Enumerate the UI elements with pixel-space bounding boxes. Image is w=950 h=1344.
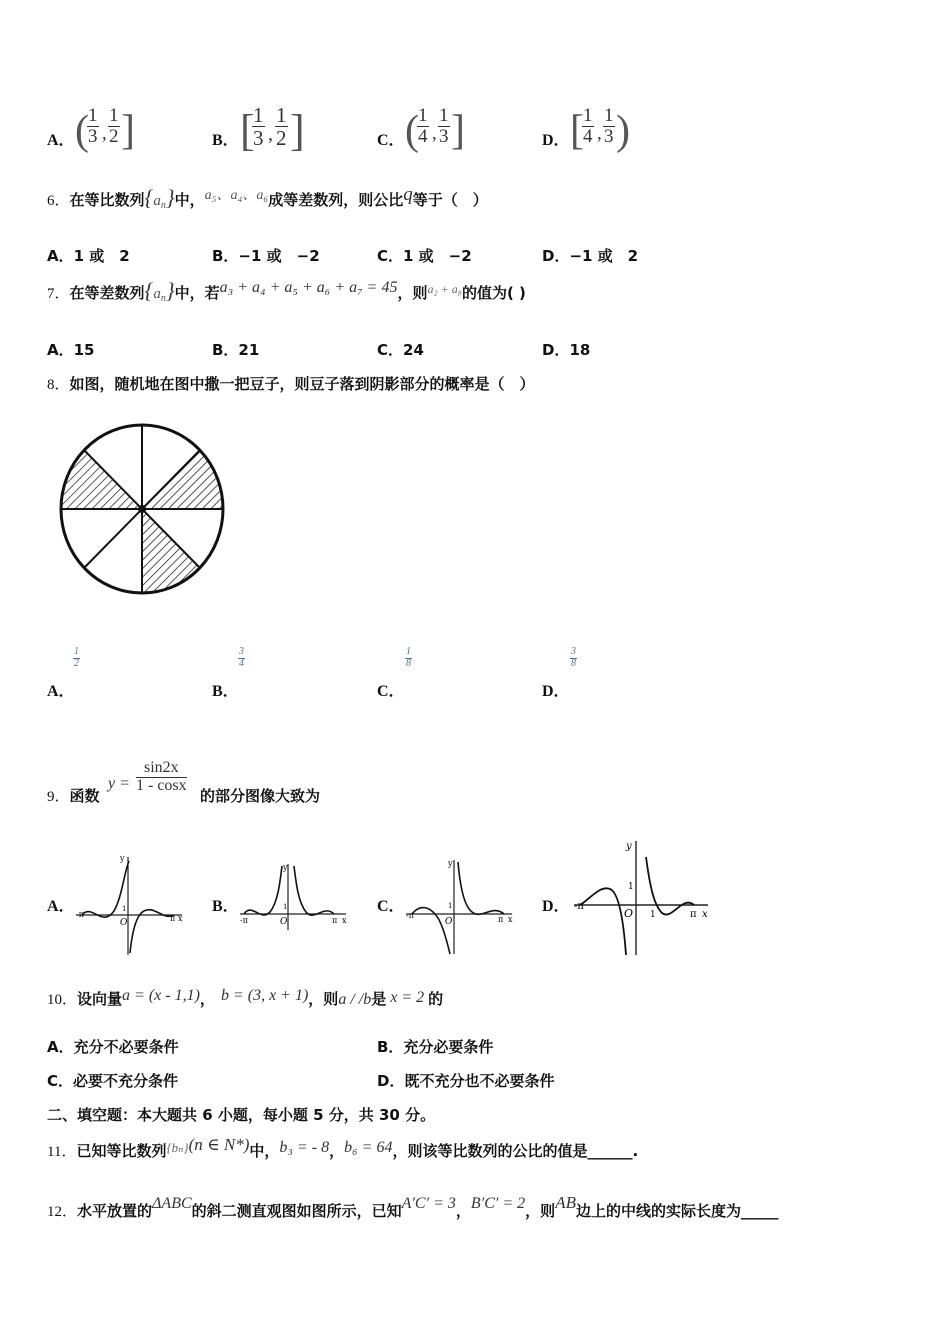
question-number: 8．	[47, 377, 70, 393]
q6-option-a[interactable]: A．1 或 2	[47, 247, 130, 265]
tick-pi: π	[170, 914, 176, 923]
option-label: A．	[47, 132, 75, 149]
y-label: y	[448, 859, 453, 868]
q7-stem	[47, 278, 526, 304]
q8-circle-figure	[56, 417, 232, 601]
tick-pi: π	[690, 909, 697, 920]
q12-stem	[47, 1193, 779, 1221]
q7-option-b[interactable]: B．21	[212, 341, 260, 359]
shaded-sector-upper-left	[61, 450, 142, 509]
q7-option-a[interactable]: A．15	[47, 341, 95, 359]
fraction: $\frac{1}{3}$	[88, 105, 98, 147]
vector-b-definition: b = (3, x + 1)	[220, 987, 309, 1004]
q6-option-c[interactable]: C．1 或 −2	[377, 247, 472, 265]
question-number: 10．	[47, 992, 78, 1008]
sequence-symbol: {bₙ}	[166, 1140, 189, 1155]
bracket-open: (	[405, 108, 419, 154]
tick-one: 1	[628, 882, 634, 892]
fraction: $\frac{1}{8}$	[406, 646, 411, 669]
option-label: A．	[47, 898, 75, 915]
q10-option-c[interactable]: C．必要不充分条件	[47, 1072, 179, 1090]
fraction: $\frac{3}{4}$	[239, 646, 244, 669]
question-number: 7．	[47, 286, 70, 302]
option-label: C．	[377, 898, 405, 915]
bracket-close: ]	[451, 108, 465, 154]
q9-option-b[interactable]	[212, 893, 239, 916]
option-label: D．	[542, 683, 570, 700]
terms-expression: a₅、a₄、a₆	[204, 188, 269, 203]
q9-graph-a	[74, 853, 186, 958]
tick-one: 1	[122, 905, 127, 913]
q10-option-b[interactable]: B．充分必要条件	[377, 1038, 494, 1056]
q10-option-d[interactable]: D．既不充分也不必要条件	[377, 1072, 555, 1090]
option-label: D．	[542, 898, 570, 915]
stem-text: ，	[199, 990, 215, 1008]
option-label: C．	[377, 132, 405, 149]
stem-text: 函数	[69, 787, 100, 805]
shaded-sector-upper-right	[142, 450, 223, 509]
stem-text: 的斜二测直观图如图所示，已知	[191, 1202, 402, 1220]
origin-label: O	[445, 917, 453, 927]
tick-one: 1	[283, 903, 288, 911]
curve	[294, 866, 334, 915]
bracket-open: [	[240, 106, 255, 155]
fraction: $\frac{1}{4}$	[583, 105, 593, 147]
q10-stem	[47, 988, 443, 1009]
tick-neg-pi: -π	[240, 916, 248, 925]
b3-value: b₃ = - 8	[279, 1139, 330, 1156]
stem-text: 已知等比数列	[76, 1142, 167, 1160]
origin-label: O	[120, 918, 128, 928]
stem-text: 是	[371, 990, 387, 1008]
y-label: y	[626, 841, 632, 852]
stem-text: 等于（ ）	[412, 191, 488, 209]
question-number: 12．	[47, 1204, 78, 1220]
vector-a-definition: a = (x - 1,1)	[122, 987, 200, 1004]
b6-value: b₆ = 64	[344, 1139, 393, 1156]
stem-text: ，则	[308, 990, 339, 1008]
origin-label: O	[624, 907, 634, 920]
q10-option-a[interactable]: A．充分不必要条件	[47, 1038, 179, 1056]
x-label: x	[702, 909, 708, 920]
stem-text: 中，	[174, 191, 205, 209]
option-label: B．	[212, 132, 239, 149]
stem-text: 的	[428, 990, 444, 1008]
bracket-close: )	[616, 108, 630, 154]
q9-graph-c	[404, 856, 516, 956]
fraction: $\frac{1}{3}$	[439, 105, 449, 147]
ratio-variable: q	[403, 184, 413, 205]
bracket-close: ]	[121, 108, 135, 154]
stem-text: 如图，随机地在图中撒一把豆子，则豆子落到阴影部分的概率是（ ）	[69, 375, 535, 393]
option-label: A．	[47, 683, 75, 700]
q7-option-c[interactable]: C．24	[377, 341, 424, 359]
function-fraction: $\frac{\sin 2x}{1 - \cos x}$	[136, 759, 187, 794]
option-label: D．	[542, 132, 570, 149]
stem-text: 水平放置的	[77, 1202, 153, 1220]
option-label: B．	[212, 898, 239, 915]
q9-graph-b	[238, 862, 350, 932]
q9-option-a[interactable]	[47, 893, 75, 916]
stem-text: ，则	[397, 284, 428, 302]
y-label: y	[120, 854, 125, 863]
fraction: $\frac{1}{2}$	[109, 105, 119, 147]
x-label: x	[178, 914, 183, 923]
q9-stem-tail: 的部分图像大致为	[200, 787, 321, 805]
stem-text: 中，若	[174, 284, 220, 302]
y-label: y	[283, 863, 288, 872]
q9-stem	[47, 785, 100, 806]
fraction: $\frac{1}{2}$	[276, 103, 287, 151]
fraction: $\frac{1}{3}$	[253, 103, 264, 151]
bracket-close: ]	[290, 106, 305, 155]
option-label: B．	[212, 683, 239, 700]
tick-neg-pi: -π	[574, 901, 584, 912]
x-label: x	[508, 915, 513, 924]
stem-text: ，	[455, 1202, 471, 1220]
stem-text: 的值为( )	[461, 284, 526, 302]
q9-option-c[interactable]	[377, 893, 405, 916]
triangle-symbol: ΔABC	[152, 1195, 192, 1212]
stem-text: 设向量	[77, 990, 123, 1008]
x-condition: x = 2	[390, 989, 425, 1006]
separator: ,	[268, 123, 273, 145]
q7-option-d[interactable]: D．18	[542, 341, 591, 359]
curve	[130, 910, 174, 953]
stem-text: ，则该等比数列的公比的值是______.	[392, 1142, 639, 1160]
separator: ,	[597, 123, 602, 144]
origin-label: O	[280, 917, 288, 927]
ac-length: A′C′ = 3	[401, 1195, 456, 1212]
stem-text: 中，	[249, 1142, 280, 1160]
bracket-open: (	[75, 108, 89, 154]
q5-options-row	[47, 103, 927, 158]
stem-text: 在等比数列	[69, 191, 145, 209]
stem-text: 边上的中线的实际长度为_____	[575, 1202, 779, 1220]
x-label: x	[342, 916, 347, 925]
q11-stem	[47, 1135, 639, 1161]
curve	[458, 862, 504, 914]
function-lhs: y =	[108, 775, 130, 792]
ab-segment: AB	[555, 1193, 576, 1212]
expression: a₂ + a₈	[427, 282, 462, 296]
center-point	[138, 505, 146, 513]
tick-neg-pi: -π	[76, 910, 84, 919]
tick-one-x: 1	[650, 910, 656, 920]
option-label: C．	[377, 683, 405, 700]
separator: ,	[432, 123, 437, 144]
bracket-open: [	[570, 108, 584, 154]
fraction: $\frac{3}{8}$	[571, 646, 576, 669]
sequence-symbol: $\{a_n\}$	[144, 185, 175, 211]
stem-text: 在等差数列	[69, 284, 145, 302]
stem-text: ，	[329, 1142, 345, 1160]
shaded-sector-lower-right	[142, 509, 200, 593]
tick-neg-pi: -π	[406, 911, 414, 920]
section-heading: 二、填空题：本大题共 6 小题，每小题 5 分，共 30 分。	[47, 1106, 436, 1124]
q9-option-d[interactable]	[542, 893, 570, 916]
separator: ,	[102, 123, 107, 144]
parallel-condition: a / /b	[338, 991, 372, 1008]
index-condition: (n ∈ N*)	[188, 1135, 250, 1154]
q8-stem	[47, 373, 535, 394]
curve	[580, 888, 626, 955]
curve	[244, 866, 282, 915]
question-number: 11．	[47, 1144, 77, 1160]
question-number: 9．	[47, 789, 70, 805]
tick-pi: π	[498, 915, 504, 924]
fraction: $\frac{1}{3}$	[604, 105, 614, 147]
equation: a₃ + a₄ + a₅ + a₆ + a₇ = 45	[219, 279, 398, 296]
tick-one: 1	[448, 902, 453, 910]
q6-option-d[interactable]: D．−1 或 2	[542, 247, 639, 265]
sequence-symbol: $\{a_n\}$	[144, 278, 175, 304]
fraction: $\frac{1}{2}$	[74, 646, 79, 669]
bc-length: B′C′ = 2	[470, 1195, 526, 1212]
q6-stem	[47, 185, 488, 211]
question-number: 6．	[47, 193, 70, 209]
curve	[646, 857, 694, 915]
stem-text: ，则	[525, 1202, 556, 1220]
q9-graph-d	[570, 837, 715, 959]
stem-text: 成等差数列，则公比	[268, 191, 404, 209]
fraction: $\frac{1}{4}$	[418, 105, 428, 147]
tick-pi: π	[332, 916, 338, 925]
q6-option-b[interactable]: B．−1 或 −2	[212, 247, 320, 265]
